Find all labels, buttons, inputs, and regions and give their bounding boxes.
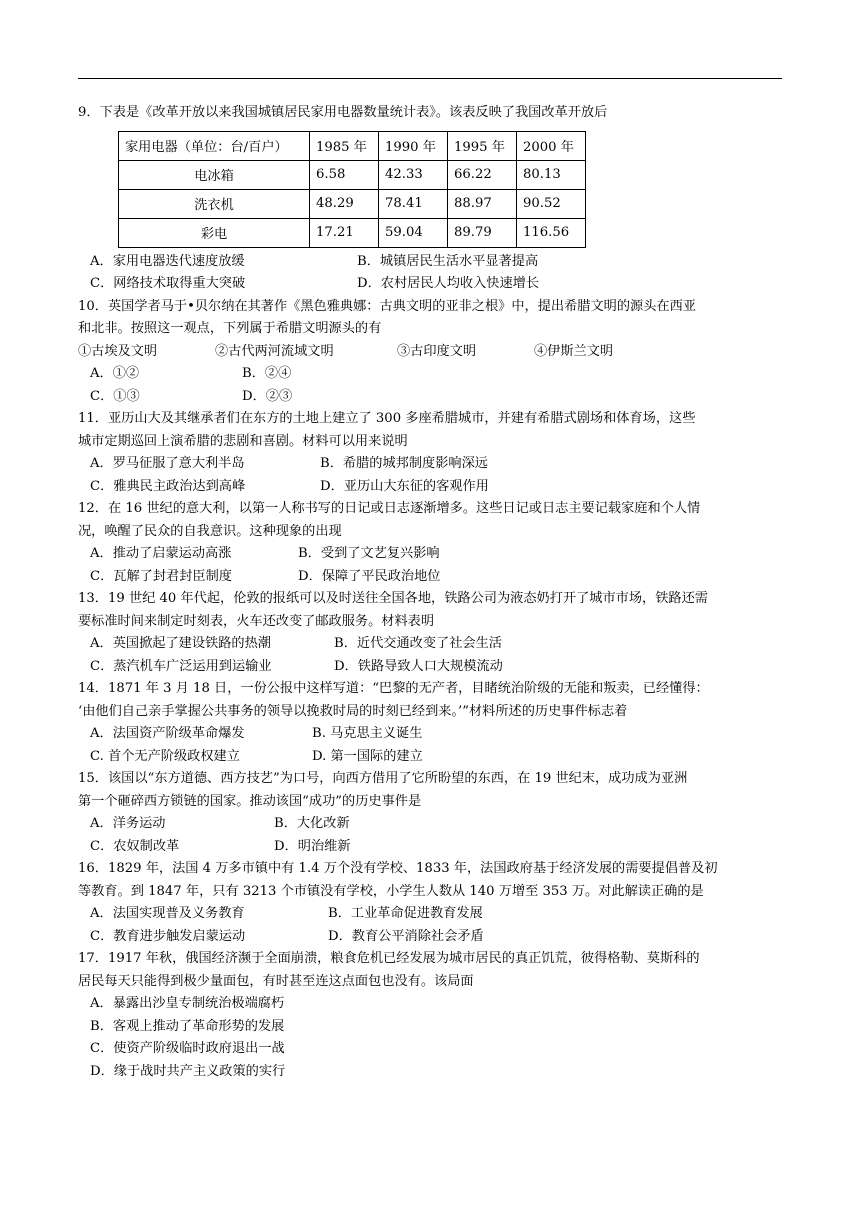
option-d: D．明治维新 xyxy=(274,838,351,854)
option-c: C．教育进步触发启蒙运动 xyxy=(90,928,246,944)
table-cell: 89.79 xyxy=(448,218,517,247)
table-row xyxy=(119,189,586,218)
question-stem: 等教育。到 1847 年，只有 3213 个市镇没有学校，小学生人数从 140 万增至 353 万。对此解读正确的是 xyxy=(78,883,704,899)
option-d: D．教育公平消除社会矛盾 xyxy=(328,928,484,944)
item-1: ①古埃及文明 xyxy=(78,343,158,359)
option-row xyxy=(78,476,790,499)
question-stem: 14．1871 年 3 月 18 日，一份公报中这样写道：“巴黎的无产者，目睹统治阶级的无能和叛卖，已经懂得： xyxy=(78,681,709,696)
item-3: ③古印度文明 xyxy=(397,343,477,359)
table-cell: 6.58 xyxy=(310,160,379,189)
option-a: A．洋务运动 xyxy=(90,816,166,831)
question-stem: 要标准时间来制定时刻表，火车还改变了邮政服务。材料表明 xyxy=(78,613,435,629)
option-b: B．希腊的城邦制度影响深远 xyxy=(320,456,488,471)
option-d: D．亚历山大东征的客观作用 xyxy=(320,478,489,494)
table-cell: 彩电 xyxy=(119,218,310,247)
option-b: B. 马克思主义诞生 xyxy=(312,726,423,741)
option-d: D．铁路导致人口大规模流动 xyxy=(334,658,503,674)
option-row xyxy=(78,746,790,769)
option-c: C．雅典民主政治达到高峰 xyxy=(90,478,246,494)
exam-page xyxy=(78,102,790,1083)
option-row xyxy=(78,656,790,679)
table-header-cell: 家用电器（单位：台/百户） xyxy=(119,131,310,160)
option-a: A．罗马征服了意大利半岛 xyxy=(90,456,245,471)
table-cell: 116.56 xyxy=(517,218,586,247)
option-c: C. 首个无产阶级政权建立 xyxy=(90,748,240,764)
question-stem: 居民每天只能得到极少量面包，有时甚至连这点面包也没有。该局面 xyxy=(78,973,474,989)
table-cell: 59.04 xyxy=(379,218,448,247)
option-b: B．②④ xyxy=(242,366,292,381)
table-cell: 48.29 xyxy=(310,189,379,218)
option-a: A．英国掀起了建设铁路的热潮 xyxy=(90,636,271,651)
option-d: D．农村居民人均收入快速增长 xyxy=(357,276,540,291)
option-a: A．①② xyxy=(90,366,140,381)
table-header-cell: 1995 年 xyxy=(448,131,517,160)
question-17 xyxy=(78,948,790,1083)
question-15 xyxy=(78,768,790,858)
option-d: D. 第一国际的建立 xyxy=(312,748,423,764)
option-b: B．近代交通改变了社会生活 xyxy=(334,636,502,651)
table-header-cell: 1985 年 xyxy=(310,131,379,160)
question-stem: ‘由他们自己亲手掌握公共事务的领导以挽救时局的时刻已经到来。’”材料所述的历史事件标志着 xyxy=(78,703,628,719)
option-a: A．推动了启蒙运动高涨 xyxy=(90,546,232,561)
table-cell: 17.21 xyxy=(310,218,379,247)
question-13 xyxy=(78,588,790,678)
question-14 xyxy=(78,678,790,768)
question-stem: 17．1917 年秋，俄国经济濒于全面崩溃，粮食危机已经发展为城市居民的真正饥荒，彼得格勒、莫斯科的 xyxy=(78,951,700,966)
option-row xyxy=(78,251,790,274)
option-row xyxy=(78,633,790,656)
question-stem: 10．英国学者马于•贝尔纳在其著作《黑色雅典娜：古典文明的亚非之根》中，提出希腊文明的源头在西亚 xyxy=(78,298,696,314)
option-c: C．蒸汽机车广泛运用到运输业 xyxy=(90,658,272,674)
option-b: B．城镇居民生活水平显著提高 xyxy=(357,253,539,269)
question-stem: 16．1829 年，法国 4 万多市镇中有 1.4 万个没有学校、1833 年，法国政府基于经济发展的需要提倡普及初 xyxy=(78,861,718,876)
appliance-table xyxy=(118,131,586,248)
option-row xyxy=(78,363,790,386)
question-stem: 况，唤醒了民众的自我意识。这种现象的出现 xyxy=(78,523,342,539)
option-row xyxy=(78,273,790,296)
table-header-cell: 2000 年 xyxy=(517,131,586,160)
table-cell: 90.52 xyxy=(517,189,586,218)
item-4: ④伊斯兰文明 xyxy=(534,343,614,359)
question-stem: 9．下表是《改革开放以来我国城镇居民家用电器数量统计表》。该表反映了我国改革开放后 xyxy=(78,105,608,120)
question-stem: 城市定期巡回上演希腊的悲剧和喜剧。材料可以用来说明 xyxy=(78,433,408,449)
option-d: D．保障了平民政治地位 xyxy=(298,568,441,584)
table-cell: 66.22 xyxy=(448,160,517,189)
option-row xyxy=(78,453,790,476)
option-b: B．受到了文艺复兴影响 xyxy=(298,546,440,561)
option-b: B．大化改新 xyxy=(274,816,350,831)
option-row xyxy=(78,836,790,859)
question-stem: 第一个砸碎西方锁链的国家。推动该国“成功”的历史事件是 xyxy=(78,793,422,809)
table-cell: 78.41 xyxy=(379,189,448,218)
option-row xyxy=(78,386,790,409)
option-c: C．农奴制改革 xyxy=(90,838,180,854)
table-header-row xyxy=(119,131,586,160)
table-cell: 80.13 xyxy=(517,160,586,189)
option-b: B．工业革命促进教育发展 xyxy=(328,906,483,921)
item-row xyxy=(78,341,790,364)
table-cell: 88.97 xyxy=(448,189,517,218)
option-d: D．缘于战时共产主义政策的实行 xyxy=(90,1063,286,1079)
table-cell: 电冰箱 xyxy=(119,160,310,189)
question-12 xyxy=(78,498,790,588)
option-a: A．法国资产阶级革命爆发 xyxy=(90,726,245,741)
question-9 xyxy=(78,102,790,296)
option-row xyxy=(78,903,790,926)
question-stem: 13．19 世纪 40 年代起，伦敦的报纸可以及时送往全国各地，铁路公司为液态奶打开了城市市场，铁路还需 xyxy=(78,591,708,606)
option-row xyxy=(78,566,790,589)
option-row xyxy=(78,723,790,746)
option-row xyxy=(78,926,790,949)
option-c: C．使资产阶级临时政府退出一战 xyxy=(90,1041,285,1056)
item-2: ②古代两河流域文明 xyxy=(215,343,334,359)
question-stem: 15．该国以“东方道德、西方技艺”为口号，向西方借用了它所盼望的东西，在 19 世纪末，成功成为亚洲 xyxy=(78,771,688,786)
option-d: D．②③ xyxy=(242,388,293,404)
header-rule xyxy=(78,78,782,79)
question-stem: 11．亚历山大及其继承者们在东方的土地上建立了 300 多座希腊城市，并建有希腊式剧场和体育场，这些 xyxy=(78,411,696,426)
option-row xyxy=(78,543,790,566)
question-10 xyxy=(78,296,790,409)
option-a: A．家用电器迭代速度放缓 xyxy=(90,253,245,269)
option-row xyxy=(78,813,790,836)
option-a: A．暴露出沙皇专制统治极端腐朽 xyxy=(90,996,285,1011)
table-row xyxy=(119,218,586,247)
option-a: A．法国实现普及义务教育 xyxy=(90,906,245,921)
option-c: C．瓦解了封君封臣制度 xyxy=(90,568,232,584)
table-row xyxy=(119,160,586,189)
option-c: C．网络技术取得重大突破 xyxy=(90,276,246,291)
question-stem: 12．在 16 世纪的意大利，以第一人称书写的日记或日志逐渐增多。这些日记或日志主要记载家庭和个人情 xyxy=(78,501,701,516)
question-16 xyxy=(78,858,790,948)
table-cell: 洗衣机 xyxy=(119,189,310,218)
table-cell: 42.33 xyxy=(379,160,448,189)
table-header-cell: 1990 年 xyxy=(379,131,448,160)
option-b: B．客观上推动了革命形势的发展 xyxy=(90,1018,285,1034)
option-c: C．①③ xyxy=(90,388,140,404)
question-stem: 和北非。按照这一观点，下列属于希腊文明源头的有 xyxy=(78,321,382,336)
question-11 xyxy=(78,408,790,498)
